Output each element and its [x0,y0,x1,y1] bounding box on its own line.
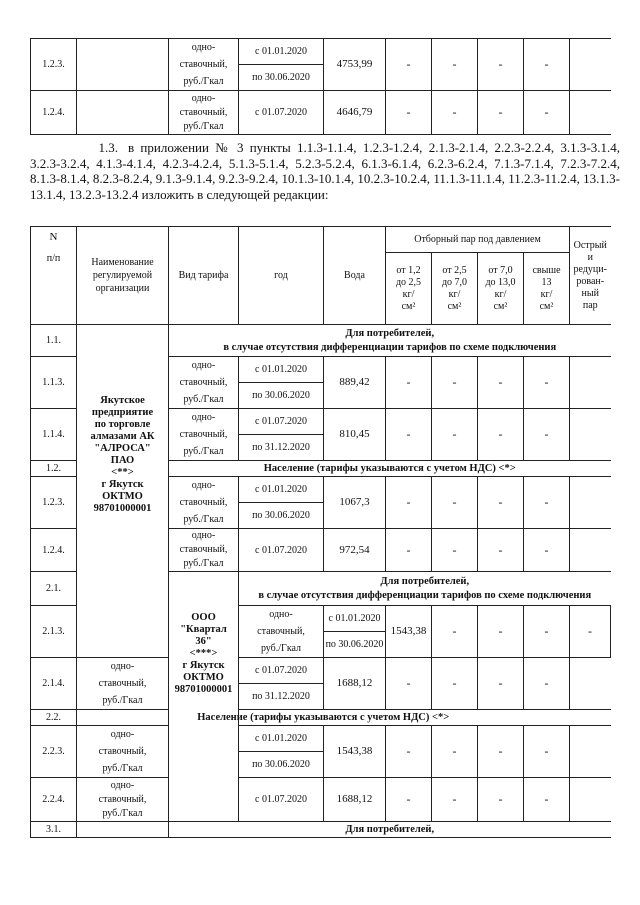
period: с 01.01.2020 по 30.06.2020 [239,477,324,529]
tariff-type: одно- ставочный, руб./Гкал [77,658,169,710]
tariff-type: одно- ставочный, руб./Гкал [169,91,239,135]
dash-cell: - [524,658,570,710]
tariff-type: одно- ставочный, руб./Гкал [169,409,239,461]
water-value: 1688,12 [324,658,386,710]
water-value: 972,54 [324,529,386,572]
org-cell [77,39,169,91]
dash-cell: - [478,726,524,778]
row-number: 2.2.4. [31,778,77,822]
faint-cell [570,529,611,572]
dash-cell: - [524,477,570,529]
header-pressure-1: от 1,2 до 2,5 кг/ см² [386,253,432,325]
tariff-type: одно- ставочный, руб./Гкал [77,726,169,778]
section-number: 1.2. [31,461,77,477]
section-row [31,822,611,838]
section-number: 3.1. [31,822,77,838]
table-row [31,778,611,822]
water-value: 1688,12 [324,778,386,822]
header-pressure-4: свыше 13 кг/ см² [524,253,570,325]
dash-cell: - [386,409,432,461]
water-value: 1543,38 [386,606,432,658]
dash-cell: - [478,778,524,822]
tariff-type: одно- ставочный, руб./Гкал [169,357,239,409]
dash-cell: - [432,91,478,135]
dash-cell: - [432,477,478,529]
row-number: 1.2.3. [31,39,77,91]
section-number: 1.1. [31,325,77,357]
dash-cell: - [478,357,524,409]
section-title: Население (тарифы указываются с учетом НДС) <*> [77,710,570,726]
dash-cell: - [386,778,432,822]
org-cell [77,822,169,838]
dash-cell: - [432,778,478,822]
dash-cell: - [432,658,478,710]
table-row [31,658,611,710]
dash-cell: - [478,529,524,572]
dash-cell: - [524,778,570,822]
header-year: год [239,227,324,325]
header-steam: Отборный пар под давлением [386,227,570,253]
tariff-type: одно- ставочный, руб./Гкал [77,778,169,822]
period: с 01.07.2020 по 31.12.2020 [239,658,324,710]
water-value: 1543,38 [324,726,386,778]
org-name: ООО "Квартал 36" <***> г Якутск ОКТМО 98701000001 [169,572,239,822]
dash-cell: - [478,606,524,658]
period: с 01.01.2020 по 30.06.2020 [239,726,324,778]
table-row [31,726,611,778]
period: с 01.01.2020 по 30.06.2020 [324,606,386,658]
dash-cell: - [478,39,524,91]
faint-cell [570,477,611,529]
header-water: Вода [324,227,386,325]
tariff-type: одно- ставочный, руб./Гкал [169,477,239,529]
dash-cell: - [524,726,570,778]
water-value: 810,45 [324,409,386,461]
header-pressure-3: от 7,0 до 13,0 кг/ см² [478,253,524,325]
dash-cell: - [432,529,478,572]
dash-cell: - [432,357,478,409]
period: с 01.01.2020 по 30.06.2020 [239,39,324,91]
period: с 01.07.2020 [239,529,324,572]
row-number: 2.2.3. [31,726,77,778]
header-pressure-2: от 2,5 до 7,0 кг/ см² [432,253,478,325]
header-number: N п/п [31,227,77,325]
section-title: Для потребителей, [169,822,611,838]
section-number: 2.1. [31,572,77,606]
dash-cell: - [478,91,524,135]
section-title: Население (тарифы указываются с учетом НДС) <*> [169,461,611,477]
amendment-text: в приложении № 3 пункты 1.1.3-1.1.4, 1.2.3-1.2.4, 2.1.3-2.1.4, 2.2.3-2.2.4, 3.1.3-3.1.4, 3.2.3-3.2.4, 4.1.3-4.1.4, 4.2.3-4.2.4, 5.1.3-5.1.4, 5.2.3-5.2.4, 6.1.3-6.1.4, 6.2.3-6.2.4, 7.1.3-7.1.4, 7.2.3-7.2.4, 8.1.3-8.1.4, 8.2.3-8.2.4, 9.1.3-9.1.4, 9.2.3-9.2.4, 10.1.3-10.1.4, 10.2.3-10.2.4, 11.1.3-11.1.4, 11.2.3-11.2.4, 13.1.3-13.1.4, 13.2.3-13.2.4 изложить в следующей редакции: [30,140,620,202]
header-live-steam: Острый и редуци- рован- ный пар [570,227,611,325]
row-number: 1.1.3. [31,357,77,409]
dash-cell: - [386,726,432,778]
section-row [31,710,611,726]
row-number: 1.1.4. [31,409,77,461]
dash-cell: - [524,529,570,572]
period: с 01.07.2020 [239,91,324,135]
dash-cell: - [386,39,432,91]
dash-cell: - [386,658,432,710]
faint-cell [570,357,611,409]
dash-cell: - [432,606,478,658]
water-value: 4646,79 [324,91,386,135]
section-number: 2.2. [31,710,77,726]
dash-cell: - [570,606,611,658]
row-number: 1.2.4. [31,529,77,572]
dash-cell: - [524,39,570,91]
period: с 01.01.2020 по 30.06.2020 [239,357,324,409]
header-org: Наименование регулируемой организации [77,227,169,325]
tariff-type: одно- ставочный, руб./Гкал [169,529,239,572]
dash-cell: - [478,409,524,461]
header-row [31,227,611,253]
dash-cell: - [432,39,478,91]
faint-cell [570,778,611,822]
dash-cell: - [478,477,524,529]
section-title: Для потребителей, в случае отсутствия дифференциации тарифов по схеме подключения [169,325,611,357]
amendment-number: 1.3. [98,140,118,155]
row-number: 2.1.3. [31,606,77,658]
dash-cell: - [478,658,524,710]
dash-cell: - [386,357,432,409]
org-cell [77,91,169,135]
row-number: 2.1.4. [31,658,77,710]
tariff-table [30,226,611,838]
dash-cell: - [386,91,432,135]
row-number: 1.2.4. [31,91,77,135]
dash-cell: - [524,409,570,461]
dash-cell: - [386,477,432,529]
header-type: Вид тарифа [169,227,239,325]
tariff-type: одно- ставочный, руб./Гкал [239,606,324,658]
org-name: Якутское предприятие по торговле алмазами АК "АЛРОСА" ПАО <**> г Якутск ОКТМО 98701000001 [77,325,169,658]
dash-cell: - [432,409,478,461]
dash-cell: - [524,91,570,135]
faint-cell [570,658,611,710]
water-value: 4753,99 [324,39,386,91]
top-table [30,38,611,135]
faint-cell [570,39,611,91]
row-number: 1.2.3. [31,477,77,529]
period: с 01.07.2020 по 31.12.2020 [239,409,324,461]
section-title: Для потребителей, в случае отсутствия дифференциации тарифов по схеме подключения [239,572,611,606]
tariff-type: одно- ставочный, руб./Гкал [169,39,239,91]
amendment-paragraph [30,140,620,202]
faint-cell [570,91,611,135]
water-value: 889,42 [324,357,386,409]
section-row [31,325,611,357]
faint-cell [570,409,611,461]
water-value: 1067,3 [324,477,386,529]
dash-cell: - [386,529,432,572]
period: с 01.07.2020 [239,778,324,822]
dash-cell: - [524,357,570,409]
table-row [31,39,611,91]
table-row [31,91,611,135]
dash-cell: - [432,726,478,778]
faint-cell [570,726,611,778]
dash-cell: - [524,606,570,658]
